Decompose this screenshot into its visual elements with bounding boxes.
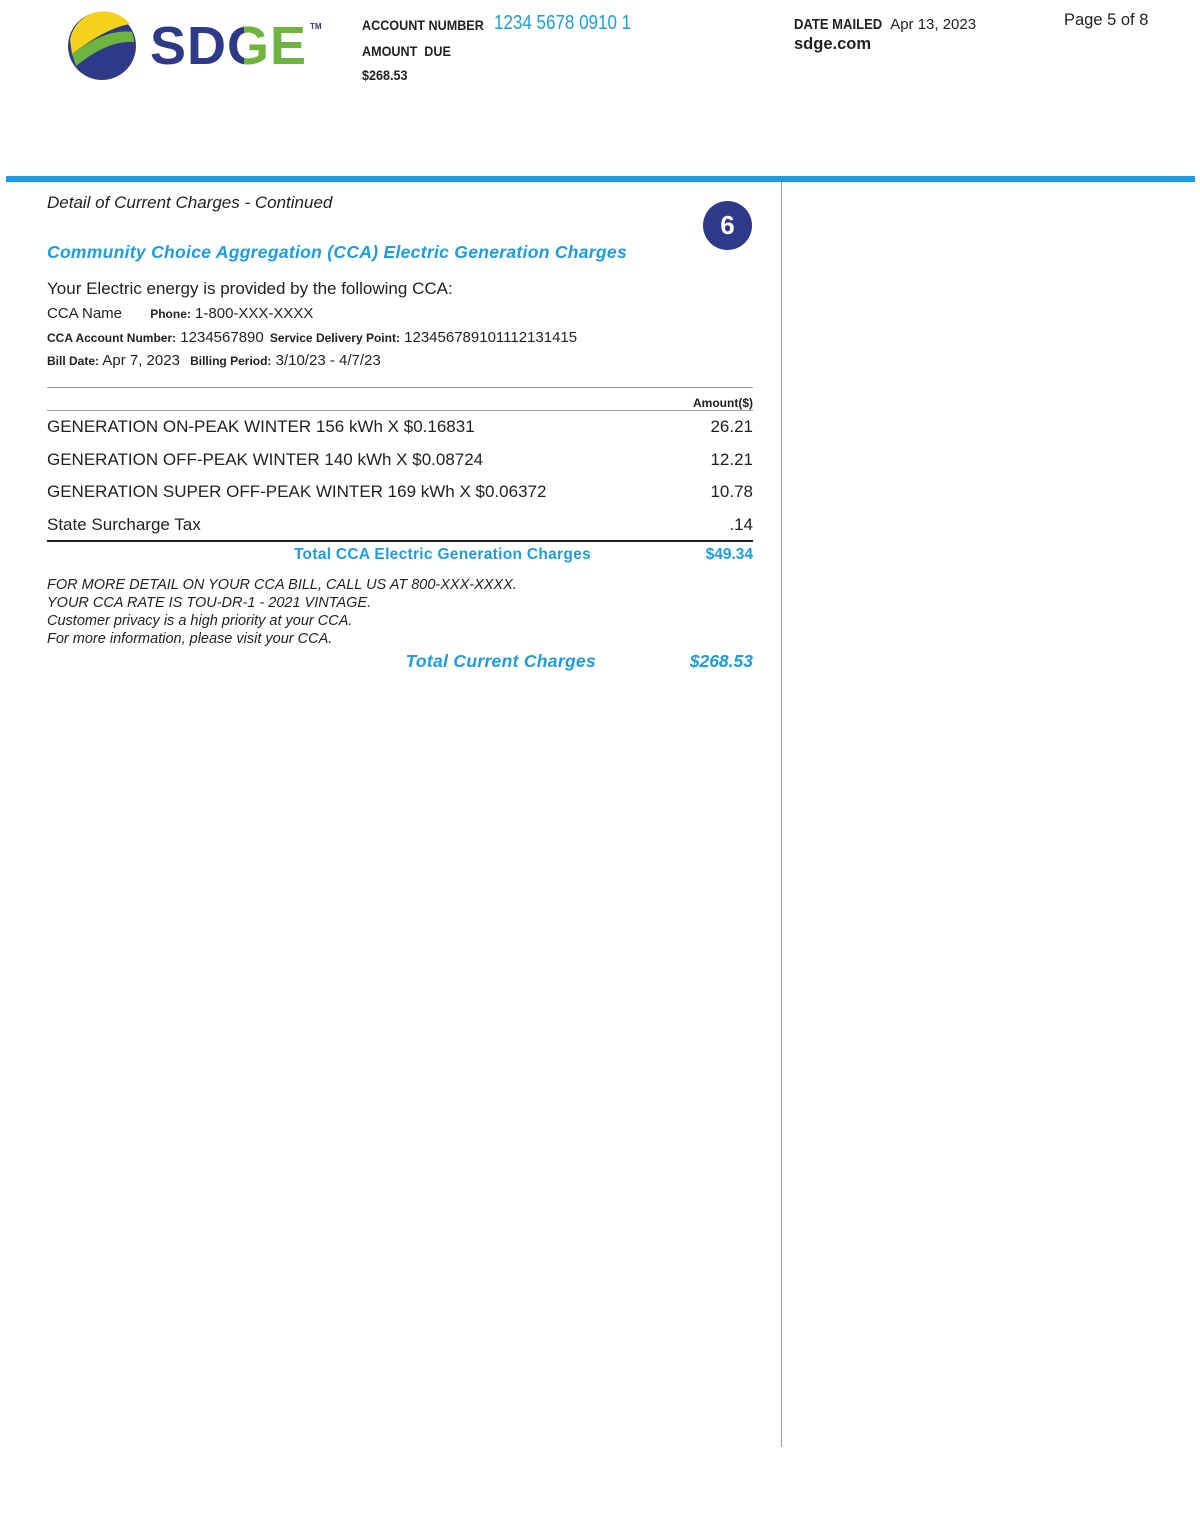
billing-period-value: 3/10/23 - 4/7/23 [275, 352, 381, 369]
bill-date-label: Bill Date: [47, 354, 100, 368]
page-number: Page 5 of 8 [1064, 11, 1149, 29]
cca-account-line [47, 329, 577, 346]
row-amount: .14 [729, 515, 753, 534]
date-mailed-value: Apr 13, 2023 [890, 16, 977, 33]
trademark: TM [310, 22, 322, 31]
row-description: GENERATION SUPER OFF-PEAK WINTER 169 kWh X $0.06372 [47, 482, 547, 501]
cca-name: CCA Name [47, 305, 123, 322]
bill-date-line [47, 352, 381, 369]
bill-date-value: Apr 7, 2023 [102, 352, 180, 369]
logo-wordmark [150, 16, 307, 76]
row-description: GENERATION OFF-PEAK WINTER 140 kWh X $0.08724 [47, 450, 484, 469]
amount-header: Amount($) [693, 396, 753, 410]
date-mailed [794, 16, 976, 33]
sdge-logo [66, 10, 326, 82]
phone-label: Phone: [150, 307, 191, 321]
row-amount: 12.21 [710, 450, 753, 469]
row-amount: 10.78 [710, 482, 753, 501]
service-point-value: 12345678910111213141​5 [404, 329, 578, 346]
account-number: 1234 5678 0910 1 [494, 12, 632, 34]
account-number-label: ACCOUNT NUMBER [362, 17, 484, 33]
amount-due-label: AMOUNT DUE [362, 43, 451, 59]
table-header-rule [47, 410, 753, 411]
note-line: For more information, please visit your CCA. [47, 631, 333, 647]
table-row [47, 450, 753, 480]
cca-account-value: 1234567890 [180, 329, 264, 346]
total-rule [47, 540, 753, 542]
sdge-logo-mark [66, 10, 138, 82]
continued-title: Detail of Current Charges - Continued [47, 193, 333, 212]
note-line: YOUR CCA RATE IS TOU-DR-1 - 2021 VINTAGE. [47, 595, 372, 611]
service-point-label: Service Delivery Point: [269, 331, 400, 345]
row-amount: 26.21 [710, 417, 753, 436]
billing-period-label: Billing Period: [190, 354, 272, 368]
step-badge [703, 201, 752, 250]
step-number: 6 [720, 210, 735, 240]
row-description: GENERATION ON-PEAK WINTER 156 kWh X $0.16831 [47, 417, 475, 436]
logo-text: SDGE [150, 16, 308, 76]
table-row [47, 482, 753, 512]
cca-total-value: $49.34 [705, 546, 753, 563]
note-line: FOR MORE DETAIL ON YOUR CCA BILL, CALL US AT 800-XXX-XXXX. [47, 577, 517, 593]
cca-account-label: CCA Account Number: [47, 331, 177, 345]
amount-due: $268.53 [362, 67, 408, 83]
table-top-rule [47, 387, 753, 388]
phone-value: 1-800-XXX-XXXX [195, 305, 314, 322]
table-row [47, 417, 753, 447]
total-current-charges-label: Total Current Charges [405, 651, 596, 671]
cca-name-line [47, 305, 313, 322]
column-divider [781, 182, 782, 1447]
date-mailed-label: DATE MAILED [794, 17, 883, 33]
row-description: State Surcharge Tax [47, 515, 201, 534]
header-divider [6, 176, 1195, 182]
website: sdge.com [794, 35, 872, 53]
cca-total-label: Total CCA Electric Generation Charges [293, 546, 591, 563]
note-line: Customer privacy is a high priority at your CCA. [47, 613, 353, 629]
section-heading: Community Choice Aggregation (CCA) Electric Generation Charges [47, 242, 627, 262]
total-current-charges-value: $268.53 [689, 651, 753, 671]
cca-intro: Your Electric energy is provided by the following CCA: [47, 279, 453, 298]
